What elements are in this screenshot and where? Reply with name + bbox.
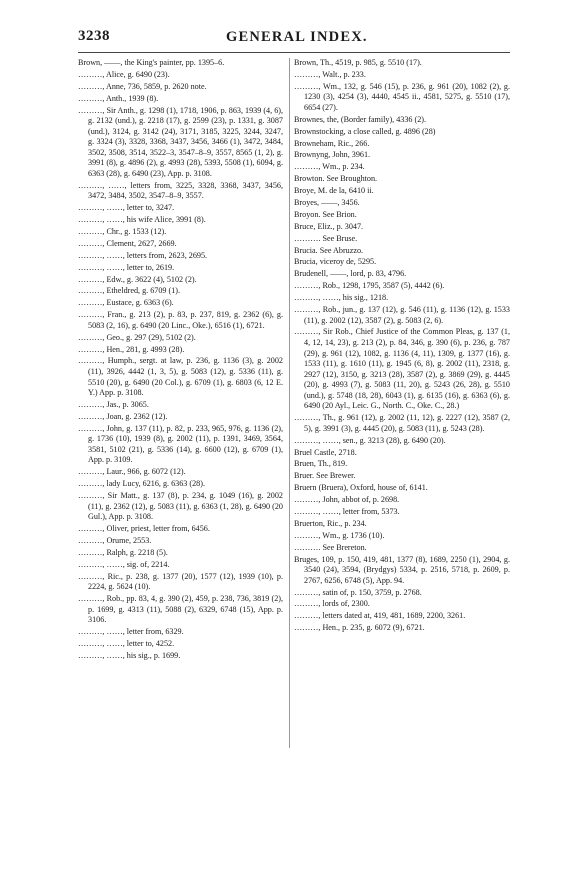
index-entry: ………, Etheldred, g. 6709 (1). <box>78 286 180 296</box>
index-entry: ………, Rob., jun., g. 137 (12), g. 546 (11), g. 1136 (12), g. 1533 (11), g. 2002 (12), 3587 (2), g. 5083 (2, 6). <box>294 305 510 325</box>
index-entry: Brudenell, ——, lord, p. 83, 4796. <box>294 269 407 279</box>
index-entry: ………, Edw., g. 3622 (4), 5102 (2). <box>78 274 197 284</box>
index-entry: Browneham, Ric., 266. <box>294 138 370 148</box>
index-entry: ………, lords of, 2300. <box>294 599 370 609</box>
index-entry: ………, Hen., 281, g. 4993 (28). <box>78 344 185 354</box>
index-entry: ………, ……, letter to, 4252. <box>78 638 175 648</box>
index-entry: ………, Rob., pp. 83, 4, g. 390 (2), 459, p. 238, 736, 3819 (2), p. 1699, g. 4313 (11), 5088 (2), 6329, 6748 (15), App. p. 3106. <box>78 594 283 625</box>
index-entry: Brown, ——, the King's painter, pp. 1395–6. <box>78 58 225 67</box>
page-header <box>78 28 508 50</box>
index-entry: ………, Walt., p. 233. <box>294 69 366 79</box>
index-entry: ………, ……, letter to, 3247. <box>78 203 175 213</box>
index-entry: ………, Chr., g. 1533 (12). <box>78 226 167 236</box>
index-entry: ………, Ric., p. 238, g. 1377 (20), 1577 (12), 1939 (10), p. 2224, g. 5624 (10). <box>78 571 283 592</box>
index-entry: ………, ……, his sig., p. 1699. <box>78 650 181 660</box>
index-entry: Broyes, ——, 3456. <box>294 198 360 207</box>
index-entry: ………, Anne, 736, 5859, p. 2620 note. <box>78 81 207 91</box>
page-number: 3238 <box>78 28 110 44</box>
index-entry: Brownes, the, (Border family), 4336 (2). <box>294 114 426 124</box>
index-entry: Brownyng, John, 3961. <box>294 150 371 160</box>
index-entry: ………, ……, letter to, 2619. <box>78 262 175 272</box>
index-entry: Brucia. See Abruzzo. <box>294 245 364 255</box>
index-entry: ………, Wm., g. 1736 (10). <box>294 530 385 540</box>
index-entry: ………, ……, his sig., 1218. <box>294 293 389 303</box>
index-entry: ………, Fran., g. 213 (2), p. 83, p. 237, 819, g. 2362 (6), g. 5083 (2, 16), g. 6490 (20 Linc., Oke.), 6516 (1), 6721. <box>78 310 283 330</box>
index-entry: ………, Oliver, priest, letter from, 6456. <box>78 524 210 534</box>
index-entry: Bruce, Eliz., p. 3047. <box>294 221 364 231</box>
index-entry: ………, Anth., 1939 (8). <box>78 93 159 103</box>
index-entry: ………, Geo., g. 297 (29), 5102 (2). <box>78 332 196 342</box>
index-entry: Bruen, Th., 819. <box>294 459 348 469</box>
index-entry: ………, ……, sig. of, 2214. <box>78 559 170 569</box>
index-entry: ………, letters dated at, 419, 481, 1689, 2200, 3261. <box>294 611 466 621</box>
index-entry: Bruges, 109, p. 150, 419, 481, 1377 (8), 1689, 2250 (1), 2904, g. 3540 (24), 3594, (Brydgys) 5334, p. 2516, 5718, p. 2609, p. 2767, 6256, 6748 (5), App. 94. <box>294 554 510 585</box>
index-entry: ………, ……, his wife Alice, 3991 (8). <box>78 215 206 225</box>
index-entry: ………, Sir Rob., Chief Justice of the Common Pleas, g. 137 (1, 4, 12, 14, 23), g. 213 (2), p. 84, 346, g. 390 (6), p. 236, g. 787 (29), g. 961 (12), 1082, g. 1136 (4, 11), 1309, g. 1377 (16), g. 1533 (11), g. 1610 (11), g. 1945 (6, 8), g. 2002 (11), 2318, g. 2927 (12), 3150, g. 3213 (28), 3587 (2), g. 3869 (29), g. 4445 (20), g. 4993 (7), g. 5083 (11, 20), g. 5243 (26, 28), g. 5510 (und.), g. 5748 (18, 28), 6043 (1), g. 6135 (16), g. 6363 (6), g. 6490 (20 Ayl., Leic. G., North. C., Oke. C., 28.) <box>294 327 510 411</box>
index-entry: Brucia, viceroy de, 5295. <box>294 257 377 267</box>
index-entry: ………, Sir Anth., g. 1298 (1), 1718, 1906, p. 863, 1939 (4, 6), g. 2132 (und.), g. 2218 (17), g. 2599 (23), p. 1331, g. 3087 (und.), 3124, g. 3142 (24), 3171, 3185, 3225, 3244, 3247, g. 3324 (3), 3328, 3368, 3437, 3456, 3466 (1), 3472, 3484, 3502, 3508, 3514, 3522–3, 3547–8–9, 3557, 8565 (1, 2), g. 3991 (8), g. 4896 (2), g. 4993 (28), 5393, 5508 (1), 6094, g. 6363 (28), g. 6490 (23), App. p. 3108. <box>78 105 283 178</box>
index-entry: ………, John, abbot of, p. 2698. <box>294 495 400 505</box>
index-entry: Bruern (Bruera), Oxford, house of, 6141. <box>294 483 428 493</box>
index-entry: Bruer. See Brewer. <box>294 471 356 481</box>
index-entry: ………, Wm., 132, g. 546 (15), p. 236, g. 961 (20), 1082 (2), g. 1230 (3), 4254 (3), 4440, 4545 ii., 4581, 5275, g. 5510 (17), 6654 (27). <box>294 81 510 112</box>
index-entry: Broyon. See Brion. <box>294 209 357 219</box>
header-rule <box>78 52 510 53</box>
index-entry: Brownstocking, a close called, g. 4896 (28) <box>294 126 436 136</box>
index-entry: ………, Sir Matt., g. 137 (8), p. 234, g. 1049 (16), g. 2002 (11), g. 2362 (12), g. 5083 (11), g. 6363 (1, 28), g. 6490 (20 Gul.), App. p. 3108. <box>78 491 283 522</box>
index-entry: ………, Joan, g. 2362 (12). <box>78 411 168 421</box>
index-entry: Bruel Castle, 2718. <box>294 447 357 457</box>
index-entry: ………, Th., g. 961 (12), g. 2002 (11, 12), g. 2227 (12), 3587 (2, 5), g. 3991 (3), g. 4445 (20), g. 5083 (11), g. 5243 (28). <box>294 413 510 433</box>
index-entry: ………, Clement, 2627, 2669. <box>78 238 177 248</box>
index-entry: ………, ……, sen., g. 3213 (28), g. 6490 (20). <box>294 435 446 445</box>
index-entry: ………, ……, letters from, 3225, 3328, 3368, 3437, 3456, 3472, 3484, 3502, 3547–8–9, 3557. <box>78 180 283 201</box>
index-entry: ………, Orume, 2553. <box>78 535 152 545</box>
running-title: GENERAL INDEX. <box>226 29 368 45</box>
index-entry: ………, Wm., p. 234. <box>294 162 365 172</box>
index-entry: ………, ……, letters from, 2623, 2695. <box>78 250 208 260</box>
index-entry: ………, satin of, p. 150, 3759, p. 2768. <box>294 587 422 597</box>
index-entry: ………, ……, letter from, 5373. <box>294 506 400 516</box>
index-entry: ………, Jas., p. 3065. <box>78 399 149 409</box>
index-entry: Browton. See Broughton. <box>294 174 378 184</box>
index-entry: ………, Laur., 966, g. 6072 (12). <box>78 467 186 477</box>
index-column-left <box>78 58 283 663</box>
index-entry: ………, Eustace, g. 6363 (6). <box>78 298 174 308</box>
index-entry: ………. See Brereton. <box>294 542 367 552</box>
index-entry: ………, Humph., sergt. at law, p. 236, g. 1136 (3), g. 2002 (11), 3926, 4442 (1, 3, 5), g. 5083 (12), g. 5336 (11), g. 5510 (20), g. 6490 (20 Col.), g. 6709 (1), g. 6803 (6, 12 E. Y.) App. p. 3108. <box>78 356 283 398</box>
index-entry: ………, Hen., p. 235, g. 6072 (9), 6721. <box>294 623 425 633</box>
column-divider <box>289 58 290 748</box>
index-entry: ………, Ralph, g. 2218 (5). <box>78 547 168 557</box>
index-entry: Broye, M. de la, 6410 ii. <box>294 186 374 196</box>
index-column-right <box>294 58 510 635</box>
index-entry: Brown, Th., 4519, p. 985, g. 5510 (17). <box>294 58 422 67</box>
index-entry: ………, Rob., 1298, 1795, 3587 (5), 4442 (6). <box>294 281 445 291</box>
index-entry: Bruerton, Ric., p. 234. <box>294 518 367 528</box>
index-entry: ………, lady Lucy, 6216, g. 6363 (28). <box>78 479 205 489</box>
index-entry: ………, John, g. 137 (11), p. 82, p. 233, 965, 976, g. 1136 (2), g. 1736 (10), 1939 (8), g. 2002 (11), p. 1391, 3469, 3564, 3581, 5102 (21), g. 5336 (14), g. 6600 (12), g. 6709 (1), App. p. 3109. <box>78 423 283 465</box>
index-entry: ………. See Bruse. <box>294 233 358 243</box>
index-entry: ………, ……, letter from, 6329. <box>78 627 184 636</box>
index-entry: ………, Alice, g. 6490 (23). <box>78 69 170 79</box>
